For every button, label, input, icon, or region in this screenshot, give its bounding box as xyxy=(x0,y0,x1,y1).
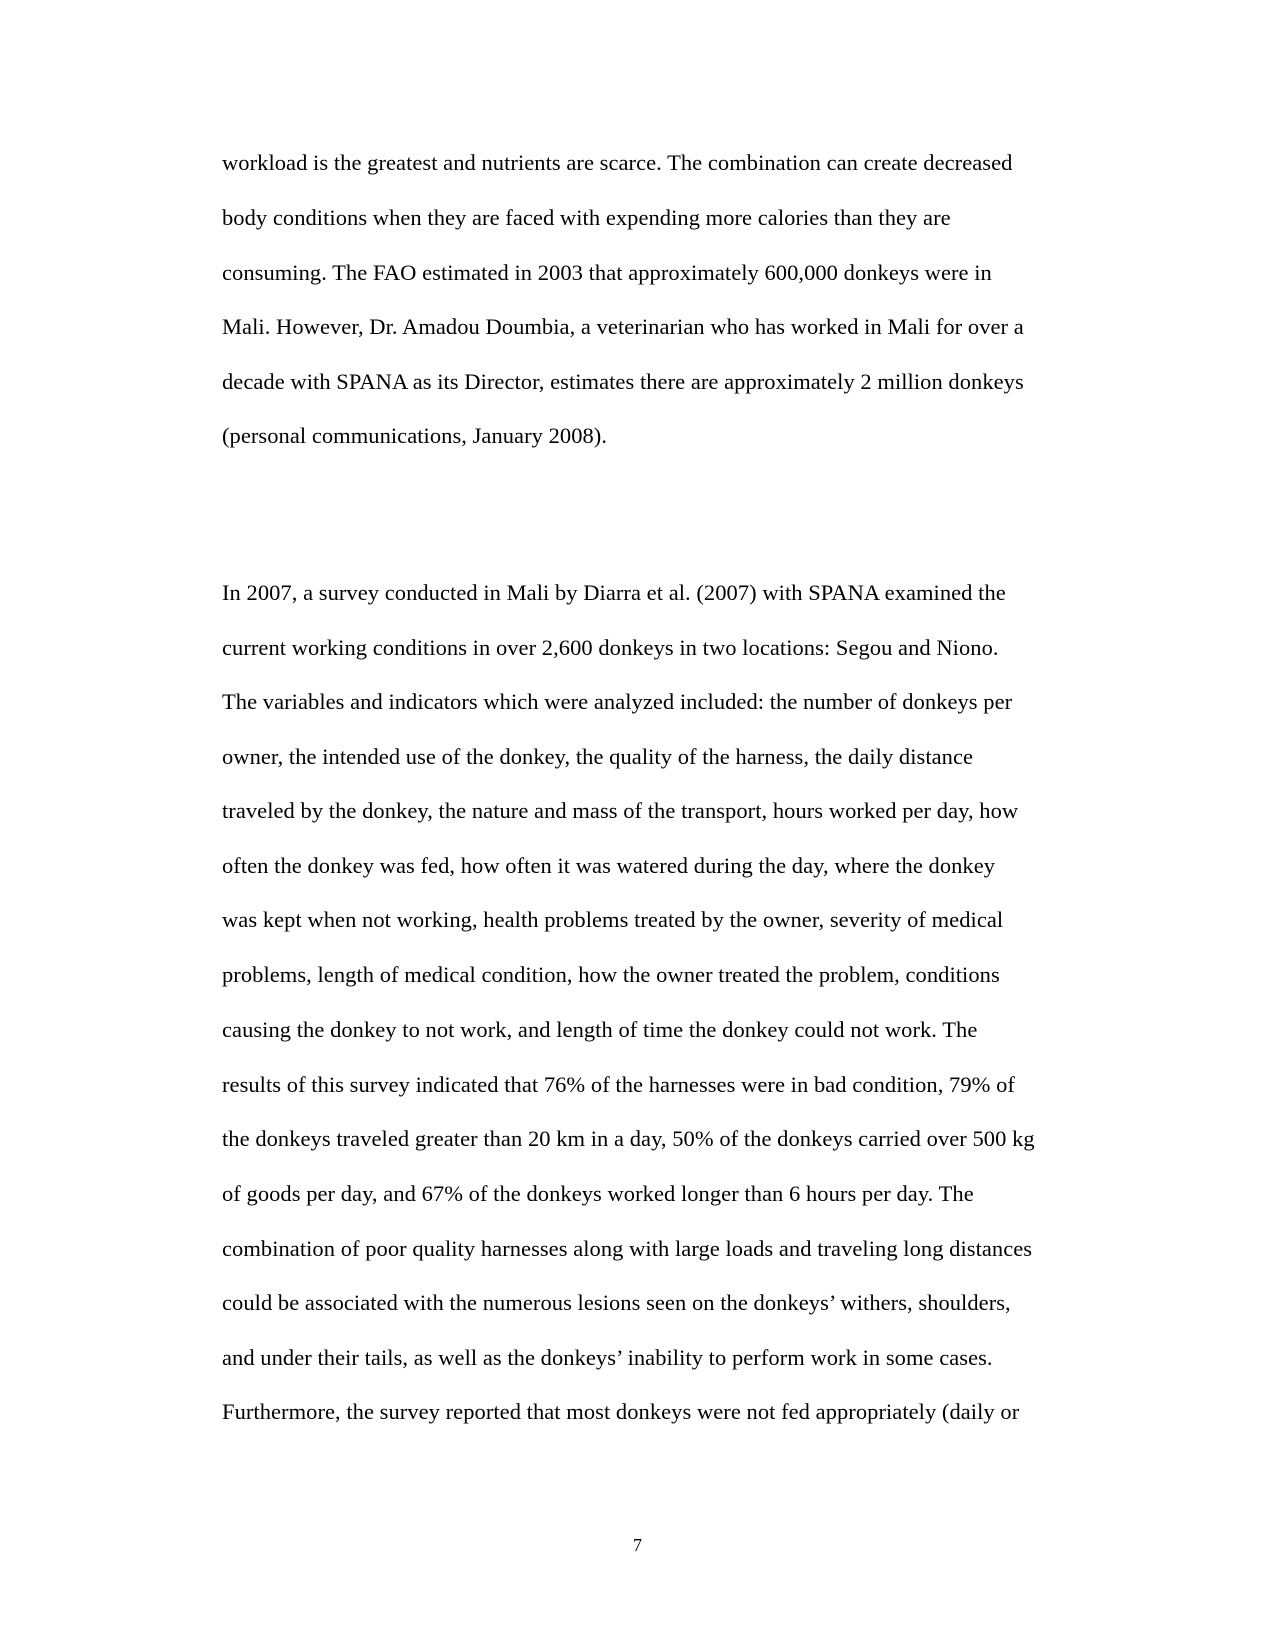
text-line: owner, the intended use of the donkey, the quality of the harness, the daily distance xyxy=(222,744,974,769)
text-line: Furthermore, the survey reported that most donkeys were not fed appropriately (daily or xyxy=(222,1399,1020,1424)
text-line: The variables and indicators which were analyzed included: the number of donkeys per xyxy=(222,689,1013,714)
text-line: combination of poor quality harnesses along with large loads and traveling long distances xyxy=(222,1236,1033,1261)
text-line: In 2007, a survey conducted in Mali by Diarra et al. (2007) with SPANA examined the xyxy=(222,580,1006,605)
text-line: (personal communications, January 2008). xyxy=(222,423,608,448)
text-line: body conditions when they are faced with expending more calories than they are xyxy=(222,205,951,230)
text-line: and under their tails, as well as the donkeys’ inability to perform work in some cases. xyxy=(222,1345,993,1370)
text-line: could be associated with the numerous lesions seen on the donkeys’ withers, shoulders, xyxy=(222,1290,1011,1315)
text-line: decade with SPANA as its Director, estimates there are approximately 2 million donkeys xyxy=(222,369,1024,394)
text-line: current working conditions in over 2,600 donkeys in two locations: Segou and Niono. xyxy=(222,635,999,660)
text-line: of goods per day, and 67% of the donkeys worked longer than 6 hours per day. The xyxy=(222,1181,974,1206)
text-line: was kept when not working, health problems treated by the owner, severity of medical xyxy=(222,907,1004,932)
text-line: results of this survey indicated that 76% of the harnesses were in bad condition, 79% of xyxy=(222,1072,1015,1097)
text-line: often the donkey was fed, how often it was watered during the day, where the donkey xyxy=(222,853,996,878)
text-line: Mali. However, Dr. Amadou Doumbia, a veterinarian who has worked in Mali for over a xyxy=(222,314,1024,339)
text-line: workload is the greatest and nutrients are scarce. The combination can create decreased xyxy=(222,150,1013,175)
text-line: problems, length of medical condition, how the owner treated the problem, conditions xyxy=(222,962,1000,987)
text-line: traveled by the donkey, the nature and mass of the transport, hours worked per day, how xyxy=(222,798,1019,823)
text-line: causing the donkey to not work, and length of time the donkey could not work. The xyxy=(222,1017,978,1042)
page-number: 7 xyxy=(633,1535,642,1555)
text-line: consuming. The FAO estimated in 2003 that approximately 600,000 donkeys were in xyxy=(222,260,992,285)
text-line: the donkeys traveled greater than 20 km in a day, 50% of the donkeys carried over 500 kg xyxy=(222,1126,1035,1151)
